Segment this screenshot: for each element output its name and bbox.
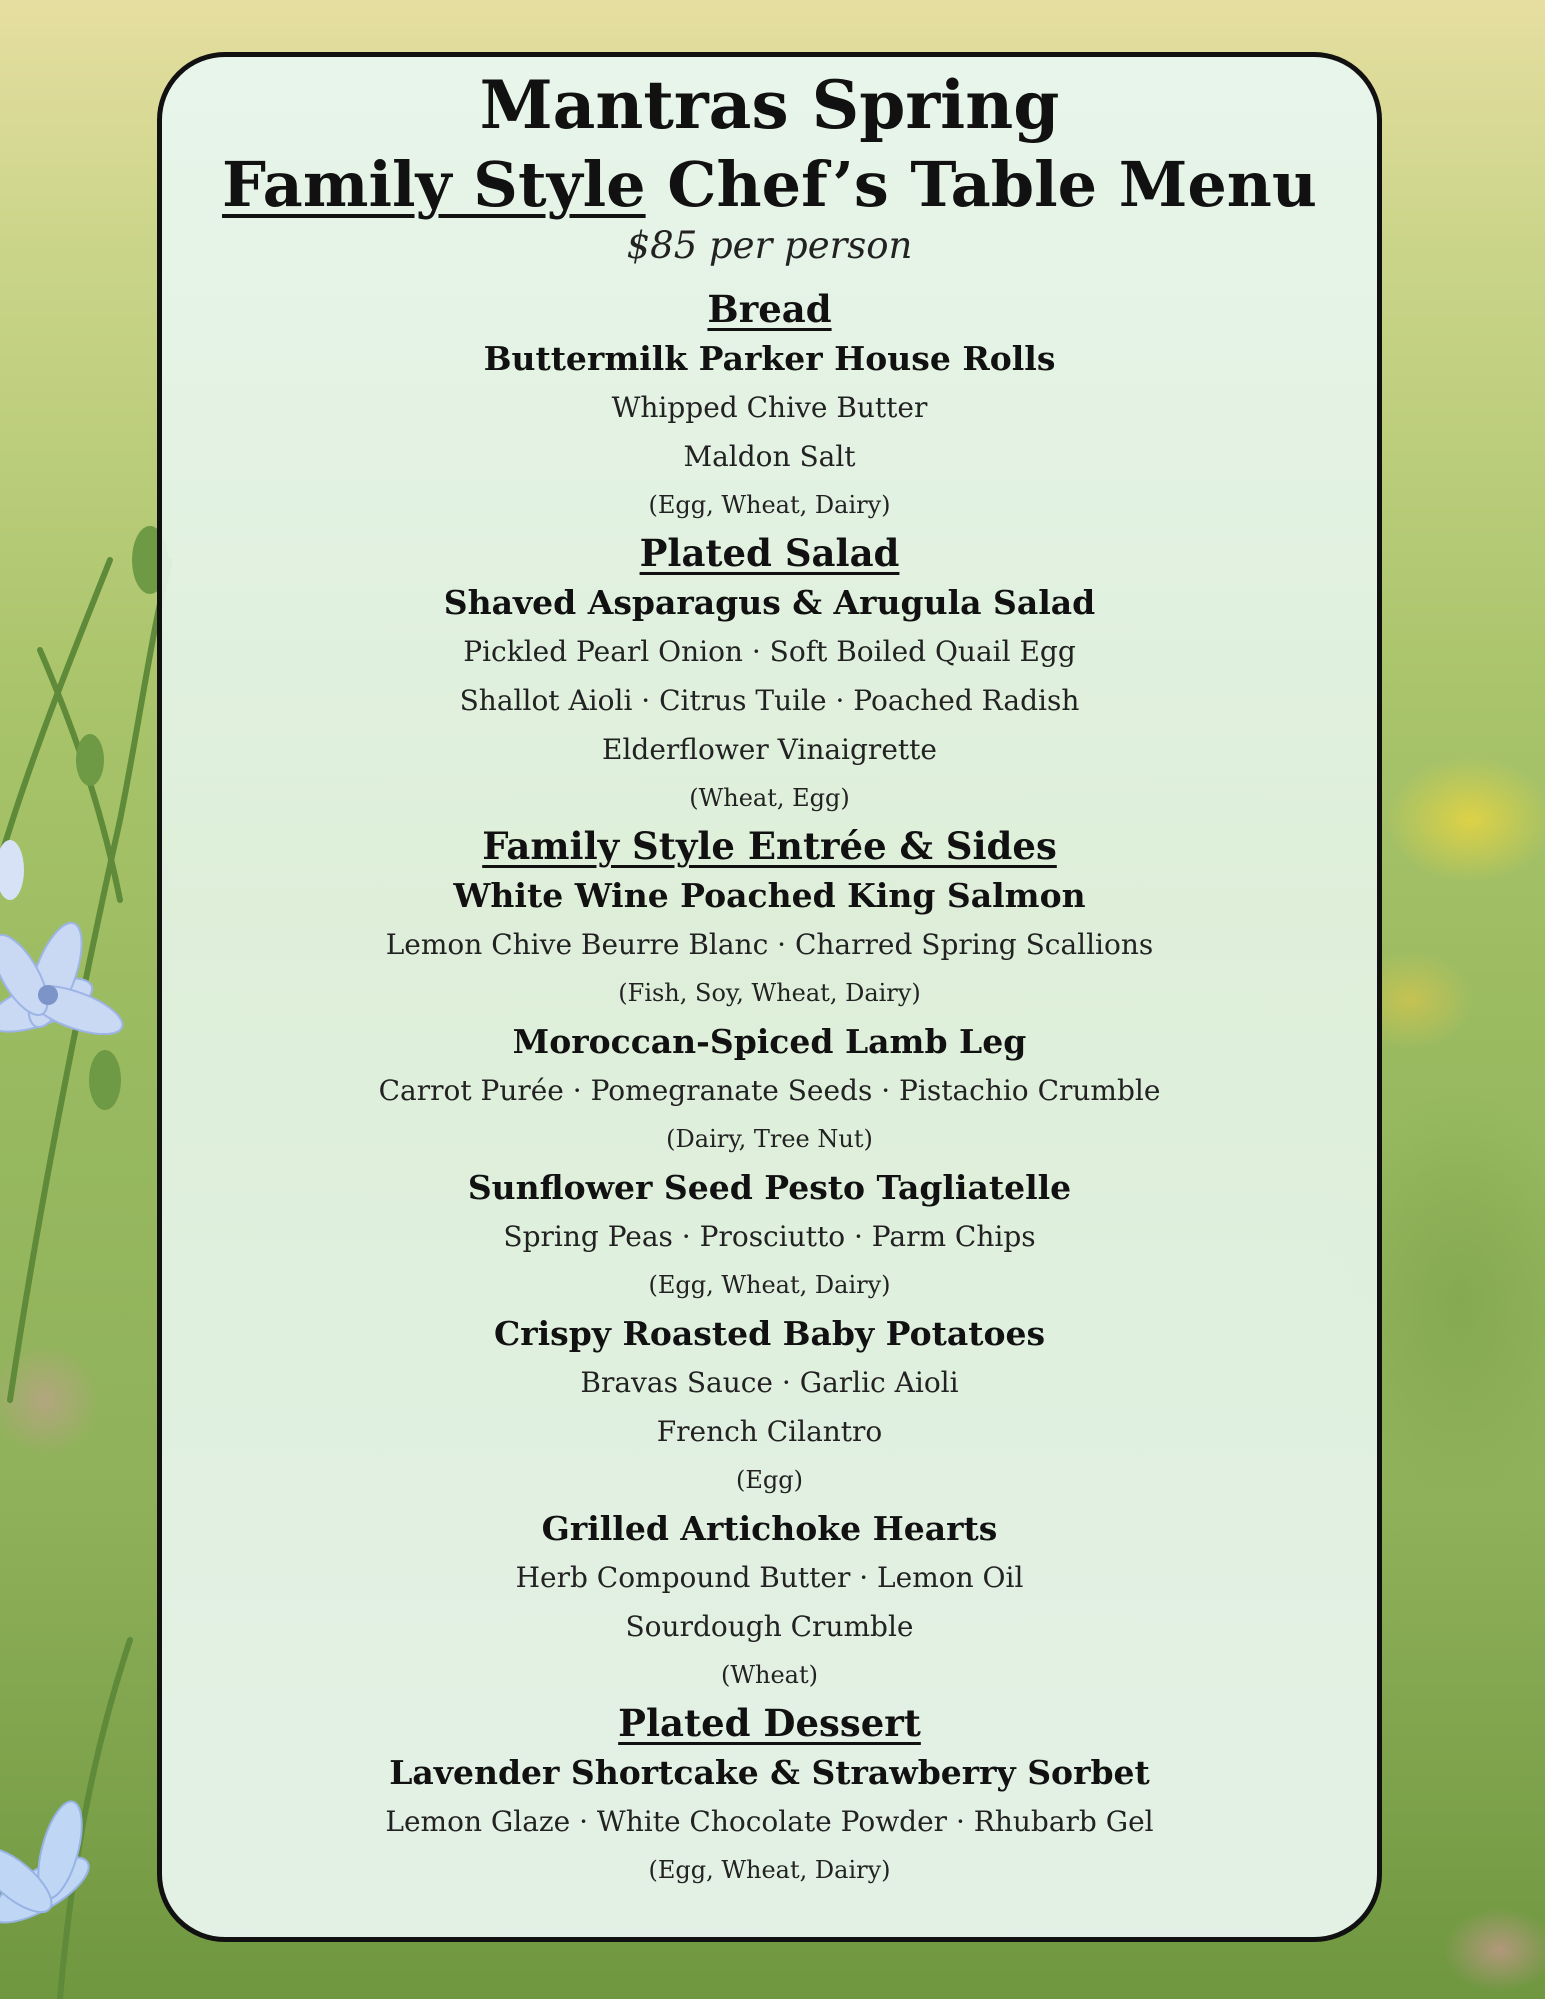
dish-allergens: (Wheat, Egg) [689,784,850,812]
section-heading-entree-sides: Family Style Entrée & Sides [482,824,1057,868]
price-per-person: $85 per person [626,224,913,267]
dish-name: Sunflower Seed Pesto Tagliatelle [467,1168,1072,1207]
blue-flower-icon [0,916,128,1044]
dish-detail: Carrot Purée · Pomegranate Seeds · Pistachio Crumble [378,1074,1161,1107]
menu-card [157,52,1382,1942]
menu-subtitle-rest: Chef’s Table Menu [645,148,1317,221]
dish-allergens: (Egg, Wheat, Dairy) [648,491,891,519]
dish-detail: Lemon Chive Beurre Blanc · Charred Spring Scallions [385,928,1154,961]
dish-name: White Wine Poached King Salmon [453,876,1086,915]
dish-detail: Elderflower Vinaigrette [602,733,937,766]
dish-detail: Shallot Aioli · Citrus Tuile · Poached Radish [459,684,1080,717]
dish-detail: Lemon Glaze · White Chocolate Powder · Rhubarb Gel [385,1805,1154,1838]
dish-detail: Bravas Sauce · Garlic Aioli [580,1366,959,1399]
dish-detail: Maldon Salt [683,440,856,473]
dish-allergens: (Egg, Wheat, Dairy) [648,1271,891,1299]
section-heading-plated-salad: Plated Salad [639,531,900,575]
dish-detail: French Cilantro [656,1415,883,1448]
dish-allergens: (Egg) [736,1466,803,1494]
dish-name: Shaved Asparagus & Arugula Salad [443,583,1096,622]
dish-name: Buttermilk Parker House Rolls [483,339,1056,378]
dish-detail: Spring Peas · Prosciutto · Parm Chips [503,1220,1036,1253]
section-heading-plated-dessert: Plated Dessert [618,1701,921,1745]
dish-name: Lavender Shortcake & Strawberry Sorbet [389,1753,1150,1792]
dish-detail: Whipped Chive Butter [611,391,928,424]
dish-detail: Herb Compound Butter · Lemon Oil [515,1561,1024,1594]
dish-allergens: (Fish, Soy, Wheat, Dairy) [618,979,921,1007]
menu-title: Mantras Spring [479,66,1060,144]
dish-detail: Pickled Pearl Onion · Soft Boiled Quail Egg [463,635,1076,668]
dish-allergens: (Wheat) [720,1661,818,1689]
menu-subtitle-underlined: Family Style [222,148,646,221]
dish-name: Moroccan-Spiced Lamb Leg [512,1022,1027,1061]
dish-name: Crispy Roasted Baby Potatoes [493,1314,1046,1353]
menu-sections [162,285,1377,1894]
dish-allergens: (Dairy, Tree Nut) [666,1125,873,1153]
menu-subtitle [162,145,1377,225]
dish-allergens: (Egg, Wheat, Dairy) [648,1856,891,1884]
section-heading-bread: Bread [707,287,832,331]
dish-detail: Sourdough Crumble [625,1610,914,1643]
dish-name: Grilled Artichoke Hearts [541,1509,998,1548]
